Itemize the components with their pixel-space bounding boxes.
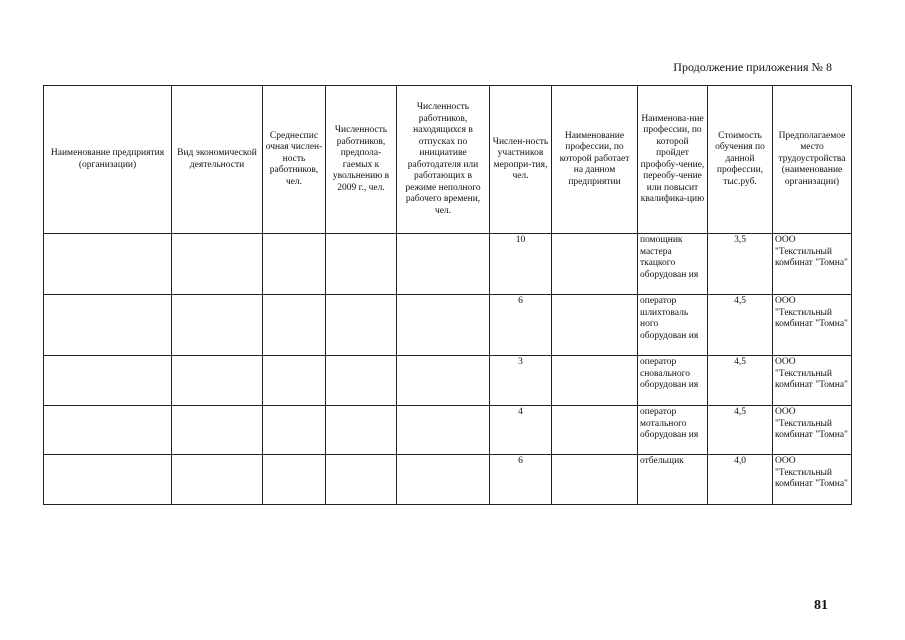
leave-cell	[397, 295, 490, 356]
cost-cell: 4,5	[708, 295, 773, 356]
headcount-cell	[263, 356, 326, 406]
current-profession-cell	[552, 406, 638, 455]
participants-cell: 6	[490, 295, 552, 356]
headcount-cell	[263, 406, 326, 455]
table-row	[44, 406, 852, 455]
header-future-employer: Предполагаемое место трудоустройства (наименование организации)	[773, 86, 852, 234]
participants-cell: 6	[490, 455, 552, 505]
header-avg-headcount: Среднеспис очная числен-ность работников, чел.	[263, 86, 326, 234]
current-profession-cell	[552, 356, 638, 406]
dismissal-cell	[326, 406, 397, 455]
header-row	[44, 86, 852, 234]
training-table	[43, 85, 852, 505]
header-enterprise-name: Наименование предприятия (организации)	[44, 86, 172, 234]
header-planned-dismissal: Численность работников, предпола-гаемых к увольнению в 2009 г., чел.	[326, 86, 397, 234]
enterprise-cell	[44, 295, 172, 356]
header-training-cost: Стоимость обучения по данной профессии, тыс.руб.	[708, 86, 773, 234]
activity-cell	[172, 295, 263, 356]
training-profession-cell: отбельщик	[638, 455, 708, 505]
current-profession-cell	[552, 295, 638, 356]
leave-cell	[397, 356, 490, 406]
dismissal-cell	[326, 455, 397, 505]
enterprise-cell	[44, 455, 172, 505]
continuation-title: Продолжение приложения № 8	[673, 60, 832, 74]
employer-cell: ООО "Текстильный комбинат "Томна"	[773, 455, 852, 505]
enterprise-cell	[44, 234, 172, 295]
dismissal-cell	[326, 356, 397, 406]
dismissal-cell	[326, 234, 397, 295]
dismissal-cell	[326, 295, 397, 356]
participants-cell: 4	[490, 406, 552, 455]
header-training-profession: Наименова-ние профессии, по которой пройдет профобу-чение, переобу-чение или повысит квалифика-цию	[638, 86, 708, 234]
training-profession-cell: оператор мотального оборудован ия	[638, 406, 708, 455]
training-profession-cell: оператор сновального оборудован ия	[638, 356, 708, 406]
header-activity-type: Вид экономической деятельности	[172, 86, 263, 234]
employer-cell: ООО "Текстильный комбинат "Томна"	[773, 356, 852, 406]
activity-cell	[172, 455, 263, 505]
enterprise-cell	[44, 356, 172, 406]
table-row	[44, 356, 852, 406]
leave-cell	[397, 455, 490, 505]
header-on-leave-part-time: Численность работников, находящихся в отпусках по инициативе работодателя или работающих в режиме неполного рабочего времени, чел.	[397, 86, 490, 234]
header-participants: Числен-ность участников меропри-тия, чел.	[490, 86, 552, 234]
header-current-profession: Наименование профессии, по которой работает на данном предприятии	[552, 86, 638, 234]
employer-cell: ООО "Текстильный комбинат "Томна"	[773, 295, 852, 356]
current-profession-cell	[552, 455, 638, 505]
leave-cell	[397, 234, 490, 295]
activity-cell	[172, 406, 263, 455]
participants-cell: 10	[490, 234, 552, 295]
activity-cell	[172, 356, 263, 406]
participants-cell: 3	[490, 356, 552, 406]
headcount-cell	[263, 455, 326, 505]
current-profession-cell	[552, 234, 638, 295]
employer-cell: ООО "Текстильный комбинат "Томна"	[773, 406, 852, 455]
training-profession-cell: оператор шлихтоваль ного оборудован ия	[638, 295, 708, 356]
activity-cell	[172, 234, 263, 295]
cost-cell: 3,5	[708, 234, 773, 295]
employer-cell: ООО "Текстильный комбинат "Томна"	[773, 234, 852, 295]
headcount-cell	[263, 234, 326, 295]
cost-cell: 4,5	[708, 356, 773, 406]
training-profession-cell: помощник мастера ткацкого оборудован ия	[638, 234, 708, 295]
leave-cell	[397, 406, 490, 455]
page-number: 81	[814, 598, 828, 613]
table-row	[44, 295, 852, 356]
table-row	[44, 455, 852, 505]
enterprise-cell	[44, 406, 172, 455]
cost-cell: 4,0	[708, 455, 773, 505]
table-row	[44, 234, 852, 295]
cost-cell: 4,5	[708, 406, 773, 455]
headcount-cell	[263, 295, 326, 356]
